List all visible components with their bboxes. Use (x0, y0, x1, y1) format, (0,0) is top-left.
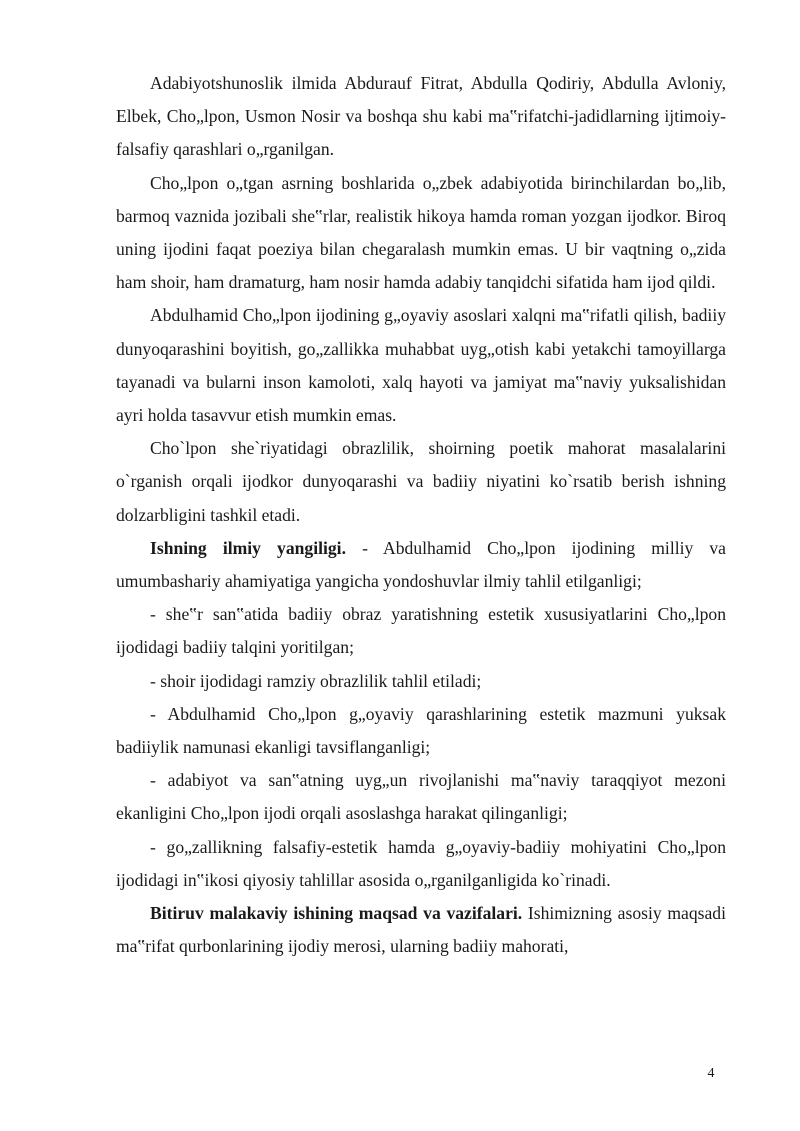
list-item-text: - she‟r san‟atida badiiy obraz yaratishning estetik xususiyatlarini Cho„lpon ijodidagi badiiy talqini yoritilgan; (116, 604, 726, 658)
list-item-text: - Abdulhamid Cho„lpon g„oyaviy qarashlarining estetik mazmuni yuksak badiiylik namunasi ekanligi tavsiflanganligi; (116, 703, 726, 758)
list-item-literature-art (116, 764, 726, 830)
list-item-poetic-image (116, 598, 726, 664)
heading-goals-tasks: Bitiruv malakaviy ishining maqsad va vazifalari. (150, 903, 523, 924)
list-item-text: - shoir ijodidagi ramziy obrazlilik tahlil etiladi; (150, 670, 482, 691)
paragraph-text: Cho„lpon o„tgan asrning boshlarida o„zbek adabiyotida birinchilardan bo„lib, barmoq vaznida jozibali she‟rlar, realistik hikoya hamda roman yozgan ijodkor. Biroq uning ijodini faqat poeziya bilan chegaralash mumkin emas. U bir vaqtning o„zida ham shoir, ham dramaturg, ham nosir hamda adabiy tanqidchi sifatida ham ijod qildi. (116, 172, 726, 293)
paragraph-literary-studies (116, 67, 726, 167)
heading-scientific-novelty: Ishning ilmiy yangiligi. (150, 537, 346, 558)
text-body (116, 67, 726, 963)
paragraph-scientific-novelty (116, 532, 726, 598)
paragraph-text: Abdulhamid Cho„lpon ijodining g„oyaviy asoslari xalqni ma‟rifatli qilish, badiiy dunyoqarashini boyitish, go„zallikka muhabbat uyg„otish kabi yetakchi tamoyillarga tayanadi va bularni inson kamoloti, xalq hayoti va jamiyat ma‟naviy yuksalishidan ayri holda tasavvur etish mumkin emas. (116, 305, 726, 426)
list-item-text: - go„zallikning falsafiy-estetik hamda g„oyaviy-badiiy mohiyatini Cho„lpon ijodidagi in‟ikosi qiyosiy tahlillar asosida o„rganilganligida ko`rinadi. (116, 836, 726, 890)
list-item-aesthetic-content (116, 698, 726, 764)
paragraph-relevance (116, 432, 726, 532)
list-item-beauty-essence (116, 831, 726, 897)
paragraph-goals-tasks (116, 897, 726, 963)
paragraph-text: - Abdulhamid Cho„lpon ijodining milliy va umumbashariy ahamiyatiga yangicha yondoshuvlar ilmiy tahlil etilganligi; (116, 537, 726, 592)
list-item-text: - adabiyot va san‟atning uyg„un rivojlanishi ma‟naviy taraqqiyot mezoni ekanligini Cho„lpon ijodi orqali asoslashga harakat qilinganligi; (116, 770, 726, 824)
paragraph-text: Cho`lpon she`riyatidagi obrazlilik, shoirning poetik mahorat masalalarini o`rganish orqali ijodkor dunyoqarashi va badiiy niyatini ko`rsatib berish ishning dolzarbligini tashkil etadi. (116, 438, 726, 525)
paragraph-ideological-foundations (116, 299, 726, 432)
paragraph-text: Adabiyotshunoslik ilmida Abdurauf Fitrat, Abdulla Qodiriy, Abdulla Avloniy, Elbek, Cho„lpon, Usmon Nosir va boshqa shu kabi ma‟rifatchi-jadidlarning ijtimoiy-falsafiy qarashlari o„rganilgan. (116, 73, 726, 160)
list-item-symbolic-imagery (116, 665, 726, 698)
page-number: 4 (707, 1066, 715, 1081)
paragraph-cholpon-creator (116, 167, 726, 300)
paragraph-text: Ishimizning asosiy maqsadi ma‟rifat qurbonlarining ijodiy merosi, ularning badiiy mahorati, (116, 903, 726, 957)
